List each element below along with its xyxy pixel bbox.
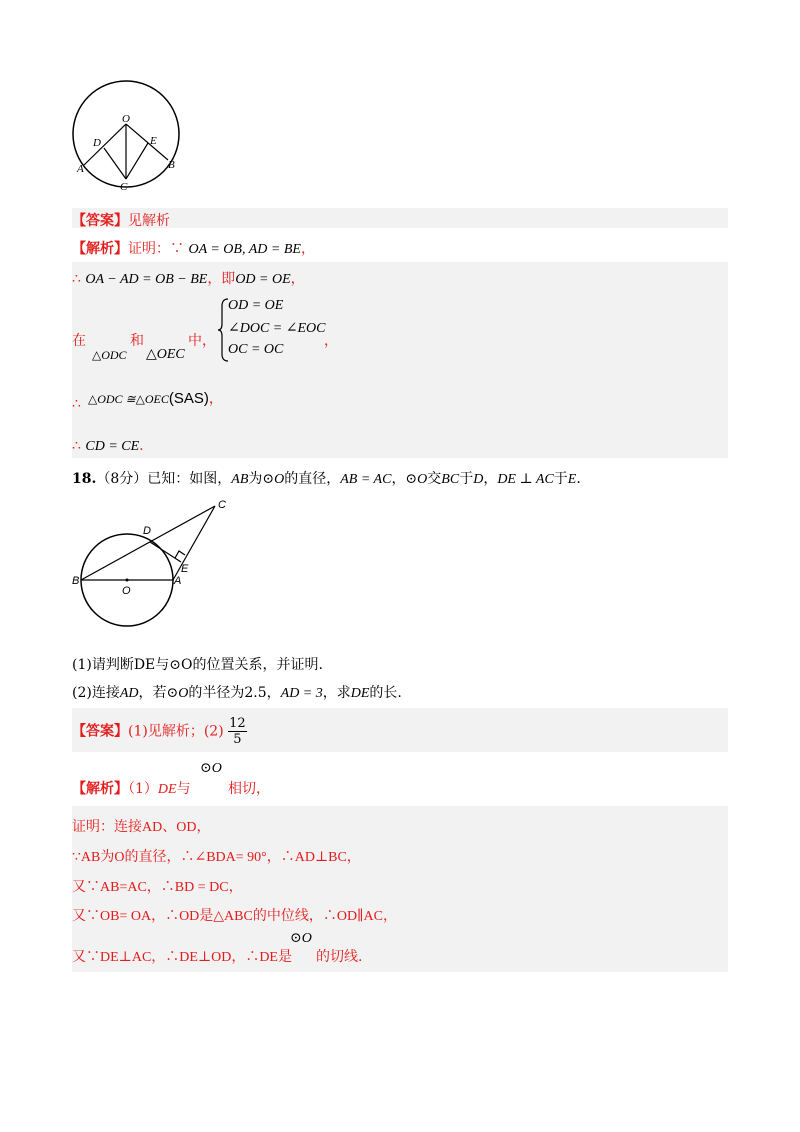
sub-question-2: (2)连接AD，若⊙O的半径为2.5，AD = 3，求DE的长.: [72, 685, 402, 701]
analysis-line-17-1: 【解析】证明：∵ OA = OB, AD = BE，: [72, 241, 315, 257]
analysis-line-17-3-zhong: 中，: [188, 333, 216, 349]
segment-dc: [104, 148, 126, 179]
segment-bc: [81, 506, 215, 580]
sub-question-1: (1)请判断DE与⊙O的位置关系，并证明.: [72, 657, 323, 673]
proof-line-5: 又∵DE⊥AC，∴DE⊥OD，∴DE是: [72, 950, 292, 965]
label-e: E: [150, 135, 157, 147]
answer-fraction: $\frac{12}{5}$: [229, 716, 246, 747]
circle-figure-1: [68, 72, 188, 202]
proof-line-1: 证明：连接AD、OD，: [72, 820, 211, 835]
analysis-line-17-5: ∴ CD = CE.: [72, 438, 144, 454]
answer-line-18: 【答案】(1)见解析；(2) $\frac{12}{5}$: [72, 716, 246, 747]
segment-ob: [126, 124, 168, 160]
label-o-2: O: [122, 585, 131, 597]
label-a-2: A: [174, 575, 182, 587]
congruence-statement: △ODC ≅△OEC(SAS)，: [88, 390, 223, 407]
label-c: C: [120, 181, 128, 193]
analysis-line-17-4: ∴: [72, 396, 81, 412]
label-o: O: [122, 113, 130, 125]
system-line-2: ∠DOC = ∠EOC: [228, 321, 326, 336]
label-a: A: [77, 163, 84, 175]
analysis-line-17-3-he: 和: [130, 333, 144, 349]
label-d-2: D: [143, 525, 151, 537]
answer-band-17: [72, 208, 728, 228]
label-b-2: B: [72, 575, 80, 587]
proof-line-3: 又∵AB=AC，∴BD = DC，: [72, 880, 243, 895]
label-c-2: C: [218, 499, 226, 511]
analysis-line-18-1: 【解析】（1）DE与: [72, 781, 191, 797]
triangle-odc-label: △ODC: [92, 348, 127, 362]
segment-ec: [126, 143, 148, 179]
answer-line-17: 【答案】见解析: [72, 213, 170, 229]
label-b: B: [168, 159, 175, 171]
system-line-1: OD = OE: [228, 298, 284, 313]
segment-oa: [84, 124, 126, 165]
label-d: D: [93, 137, 101, 149]
circle-figure-2: [68, 494, 238, 634]
proof-line-2: ∵AB为O的直径，∴∠BDA= 90°，∴AD⊥BC，: [72, 850, 361, 865]
triangle-oec-label: △OEC: [146, 347, 185, 362]
system-end: ，: [324, 333, 338, 349]
proof-line-5-end: 的切线.: [316, 949, 363, 965]
analysis-line-17-2: ∴ OA − AD = OB − BE，即OD = OE，: [72, 271, 305, 287]
system-line-3: OC = OC: [228, 342, 284, 357]
circle-o-symbol-2: ⊙O: [290, 931, 312, 946]
segment-de: [150, 542, 181, 562]
center-dot: [126, 579, 129, 582]
question-18-stem: 18.（8分）已知：如图，AB为⊙O的直径，AB = AC，⊙O交BC于D，DE ⊥ AC于E.: [72, 471, 581, 487]
analysis-line-18-1-end: 相切，: [228, 781, 270, 797]
analysis-line-17-3-zai: 在: [72, 333, 86, 349]
label-e-2: E: [181, 563, 189, 575]
right-angle-mark: [175, 551, 185, 558]
proof-line-4: 又∵OB= OA，∴OD是△ABC的中位线，∴OD∥AC，: [72, 909, 397, 924]
circle-o-symbol-1: ⊙O: [200, 761, 222, 776]
